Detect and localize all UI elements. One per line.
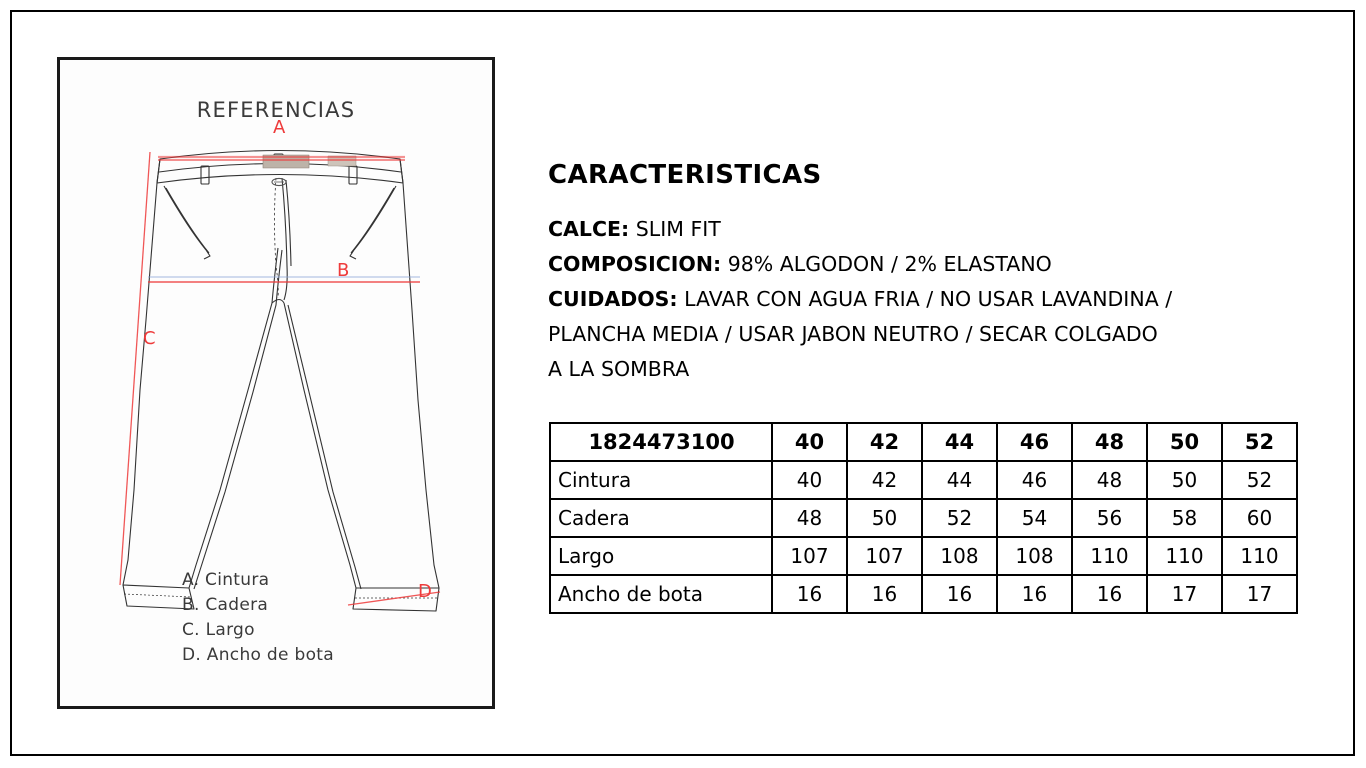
cell-ancho-46: 16 (997, 575, 1072, 613)
size-header-0: 40 (772, 423, 847, 461)
row-label-largo: Largo (550, 537, 772, 575)
legend-item-d: D. Ancho de bota (182, 645, 334, 665)
legend-item-c: C. Largo (182, 620, 255, 640)
diagram-title: REFERENCIAS (196, 98, 356, 122)
table-row (550, 499, 1297, 537)
cell-cadera-48: 56 (1072, 499, 1147, 537)
cell-cintura-40: 40 (772, 461, 847, 499)
cell-ancho-50: 17 (1147, 575, 1222, 613)
spec-calce-label: CALCE: (548, 217, 630, 241)
spec-composicion-label: COMPOSICION: (548, 252, 722, 276)
legend-item-b: B. Cadera (182, 595, 269, 615)
marker-a: A (273, 117, 286, 138)
cell-cintura-48: 48 (1072, 461, 1147, 499)
cell-ancho-52: 17 (1222, 575, 1297, 613)
characteristics-block (548, 160, 1308, 387)
reference-diagram-panel (57, 57, 495, 709)
spec-composicion (548, 247, 1308, 282)
marker-c: C (143, 328, 156, 349)
cell-cadera-52: 60 (1222, 499, 1297, 537)
size-header-3: 46 (997, 423, 1072, 461)
spec-cuidados-line3: A LA SOMBRA (548, 357, 690, 381)
size-header-1: 42 (847, 423, 922, 461)
cell-largo-46: 108 (997, 537, 1072, 575)
size-chart-table (549, 422, 1298, 614)
cell-cintura-46: 46 (997, 461, 1072, 499)
cell-largo-50: 110 (1147, 537, 1222, 575)
row-label-cintura: Cintura (550, 461, 772, 499)
table-row (550, 537, 1297, 575)
table-row (550, 461, 1297, 499)
spec-cuidados-line2: PLANCHA MEDIA / USAR JABON NEUTRO / SECAR COLGADO (548, 322, 1158, 346)
cell-ancho-40: 16 (772, 575, 847, 613)
cell-cadera-46: 54 (997, 499, 1072, 537)
product-code-cell: 1824473100 (550, 423, 772, 461)
cell-largo-52: 110 (1222, 537, 1297, 575)
spec-cuidados-value: LAVAR CON AGUA FRIA / NO USAR LAVANDINA / (684, 287, 1173, 311)
cell-ancho-44: 16 (922, 575, 997, 613)
spec-calce (548, 212, 1308, 247)
spec-cuidados-label: CUIDADOS: (548, 287, 678, 311)
characteristics-heading: CARACTERISTICAS (548, 160, 822, 190)
marker-b: B (337, 260, 350, 281)
measurement-legend (182, 568, 334, 668)
marker-d: D (418, 581, 432, 602)
cell-cintura-44: 44 (922, 461, 997, 499)
cell-cadera-42: 50 (847, 499, 922, 537)
size-header-5: 50 (1147, 423, 1222, 461)
size-header-6: 52 (1222, 423, 1297, 461)
cell-largo-42: 107 (847, 537, 922, 575)
spec-calce-value: SLIM FIT (635, 217, 721, 241)
size-chart-body (550, 423, 1297, 613)
cell-largo-44: 108 (922, 537, 997, 575)
size-header-4: 48 (1072, 423, 1147, 461)
row-label-ancho-de-bota: Ancho de bota (550, 575, 772, 613)
cell-cintura-50: 50 (1147, 461, 1222, 499)
spec-cuidados (548, 282, 1308, 317)
table-row (550, 575, 1297, 613)
table-header-row (550, 423, 1297, 461)
row-label-cadera: Cadera (550, 499, 772, 537)
cell-largo-40: 107 (772, 537, 847, 575)
cell-cintura-52: 52 (1222, 461, 1297, 499)
cell-cadera-40: 48 (772, 499, 847, 537)
cell-cintura-42: 42 (847, 461, 922, 499)
cell-ancho-48: 16 (1072, 575, 1147, 613)
size-header-2: 44 (922, 423, 997, 461)
legend-item-a: A. Cintura (182, 570, 270, 590)
spec-composicion-value: 98% ALGODON / 2% ELASTANO (727, 252, 1052, 276)
cell-ancho-42: 16 (847, 575, 922, 613)
cell-cadera-50: 58 (1147, 499, 1222, 537)
cell-cadera-44: 52 (922, 499, 997, 537)
cell-largo-48: 110 (1072, 537, 1147, 575)
